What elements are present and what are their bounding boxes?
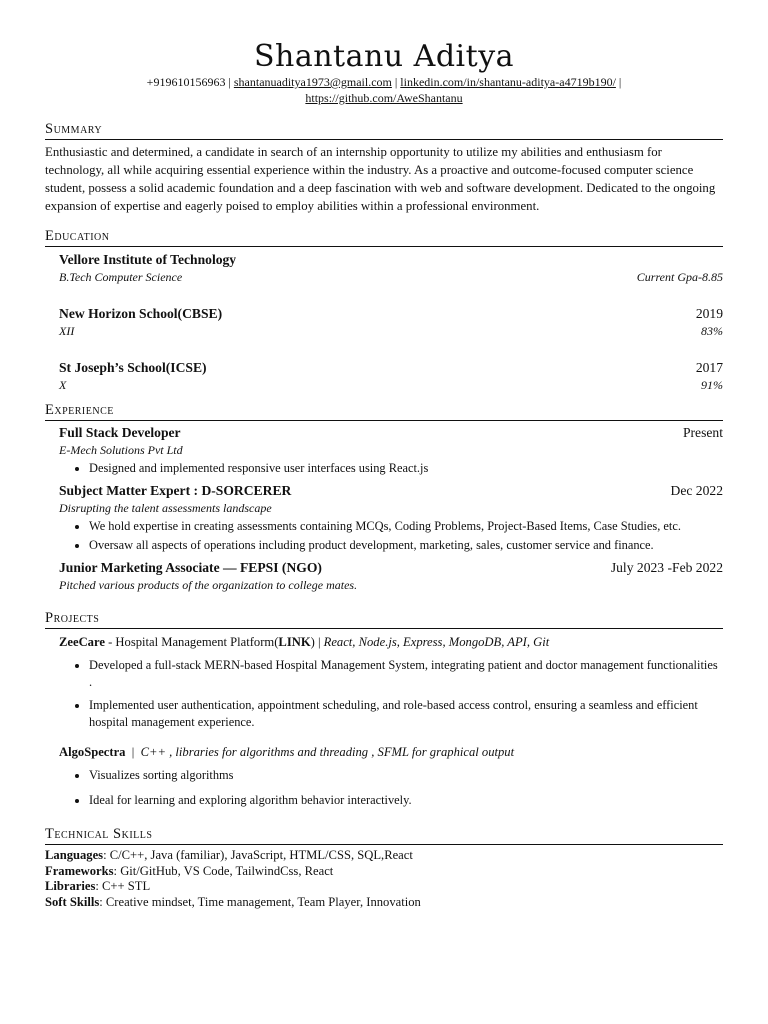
list-item: • Implemented user authentication, appointment scheduling, and role-based access control, ensuring a seamless and efficient hospital management experience. <box>89 697 723 731</box>
job-role: Junior Marketing Associate — FEPSI (NGO) <box>59 560 322 575</box>
separator: | <box>394 75 398 89</box>
project-tech: C++ , libraries for algorithms and threading , SFML for graphical output <box>140 745 515 759</box>
skill-label: Languages <box>45 848 104 862</box>
list-item: • Designed and implemented responsive user interfaces using React.js <box>89 460 723 477</box>
list-item: • We hold expertise in creating assessments containing MCQs, Coding Problems, Project-Based Items, Case Studies, etc. <box>89 518 723 535</box>
list-item: • Ideal for learning and exploring algorithm behavior interactively. <box>89 792 723 809</box>
job-org: Disrupting the talent assessments landscape <box>59 501 272 515</box>
skill-label: Libraries <box>45 879 96 893</box>
skill-row <box>45 879 723 895</box>
grade: 91% <box>701 378 723 392</box>
candidate-name: Shantanu Aditya <box>253 39 515 74</box>
experience-entry <box>59 559 723 593</box>
project-desc: | <box>125 745 141 759</box>
degree: B.Tech Computer Science <box>59 270 183 284</box>
grade: 83% <box>701 324 723 338</box>
skill-row <box>45 864 723 880</box>
school-name: St Joseph’s School(ICSE) <box>59 360 207 375</box>
project-desc: - Hospital Management Platform( <box>104 635 279 649</box>
education-date: 2017 <box>695 360 723 375</box>
job-bullets <box>59 518 723 554</box>
skill-row <box>45 848 723 864</box>
summary-text: Enthusiastic and determined, a candidate in search of an internship opportunity to utilize my abilities and enthusiasm for technology, all while acquiring essential experience within the industry. As a proactive and outcome-focused computer science student, possess a solid academic foundation and a deep fascination with web and software development. Dedicated to the ongoing expansion of expertise and eagerly poised to employ abilities within a professional environment. <box>45 145 716 213</box>
project-entry <box>59 743 723 809</box>
education-date: 2019 <box>695 306 723 321</box>
project-tech: React, Node.js, Express, MongoDB, API, Git <box>323 635 550 649</box>
section-title-summary: Summary <box>45 120 723 140</box>
section-title-skills: Technical Skills <box>45 825 723 845</box>
education-entry <box>59 305 723 339</box>
project-entry <box>59 633 723 731</box>
list-item: • Oversaw all aspects of operations including product development, marketing, sales, customer service and finance. <box>89 537 723 554</box>
job-org: Pitched various products of the organization to college mates. <box>59 578 358 592</box>
job-role: Full Stack Developer <box>59 425 181 440</box>
education-entry <box>59 359 723 393</box>
project-name: AlgoSpectra <box>59 745 126 759</box>
experience-section <box>45 401 723 593</box>
github-link[interactable]: https://github.com/AweShantanu <box>305 91 463 105</box>
school-name: New Horizon School(CBSE) <box>59 306 223 321</box>
job-org: E-Mech Solutions Pvt Ltd <box>59 443 183 457</box>
section-title-projects: Projects <box>45 609 723 629</box>
separator: | <box>228 75 231 89</box>
separator: | <box>618 75 622 89</box>
skills-list <box>45 848 723 910</box>
degree: XII <box>59 324 75 338</box>
section-title-education: Education <box>45 227 723 247</box>
email-link[interactable]: shantanuaditya1973@gmail.com <box>233 75 392 89</box>
experience-entry <box>59 424 723 477</box>
contact-line <box>45 74 723 106</box>
job-role: Subject Matter Expert : D-SORCERER <box>59 483 292 498</box>
list-item: • Developed a full-stack MERN-based Hospital Management System, integrating patient and doctor management functionalities . <box>89 657 723 691</box>
list-item: • Visualizes sorting algorithms <box>89 767 723 784</box>
job-bullets <box>59 460 723 477</box>
project-link[interactable]: LINK <box>278 635 311 649</box>
skill-value: : C/C++, Java (familiar), JavaScript, HTML/CSS, SQL,React <box>103 848 413 862</box>
education-entry <box>59 251 723 285</box>
projects-section <box>45 609 723 809</box>
job-date: July 2023 -Feb 2022 <box>610 560 723 575</box>
skill-row <box>45 895 723 911</box>
project-desc-end: ) | <box>310 635 324 649</box>
skill-label: Frameworks <box>45 863 114 878</box>
experience-entry <box>59 482 723 554</box>
skill-value: : Creative mindset, Time management, Team Player, Innovation <box>99 894 421 909</box>
skill-label: Soft Skills <box>45 894 100 909</box>
resume-page <box>45 0 723 910</box>
project-bullets <box>59 657 723 731</box>
project-name: ZeeCare <box>59 635 105 649</box>
linkedin-link[interactable]: linkedin.com/in/shantanu-aditya-a4719b190/ <box>400 75 616 89</box>
skills-section <box>45 825 723 910</box>
education-section <box>45 227 723 393</box>
summary-section <box>45 120 723 215</box>
project-title <box>59 633 723 651</box>
skill-value: : C++ STL <box>95 879 151 893</box>
degree: X <box>59 378 67 392</box>
school-name: Vellore Institute of Technology <box>59 252 237 267</box>
skill-value: : Git/GitHub, VS Code, TailwindCss, React <box>113 863 334 878</box>
phone: +919610156963 <box>146 75 226 89</box>
job-date: Dec 2022 <box>670 483 723 498</box>
grade: Current Gpa-8.85 <box>636 270 723 284</box>
project-title <box>59 743 723 761</box>
section-title-experience: Experience <box>45 401 723 421</box>
job-date: Present <box>682 425 723 440</box>
project-bullets <box>59 767 723 809</box>
